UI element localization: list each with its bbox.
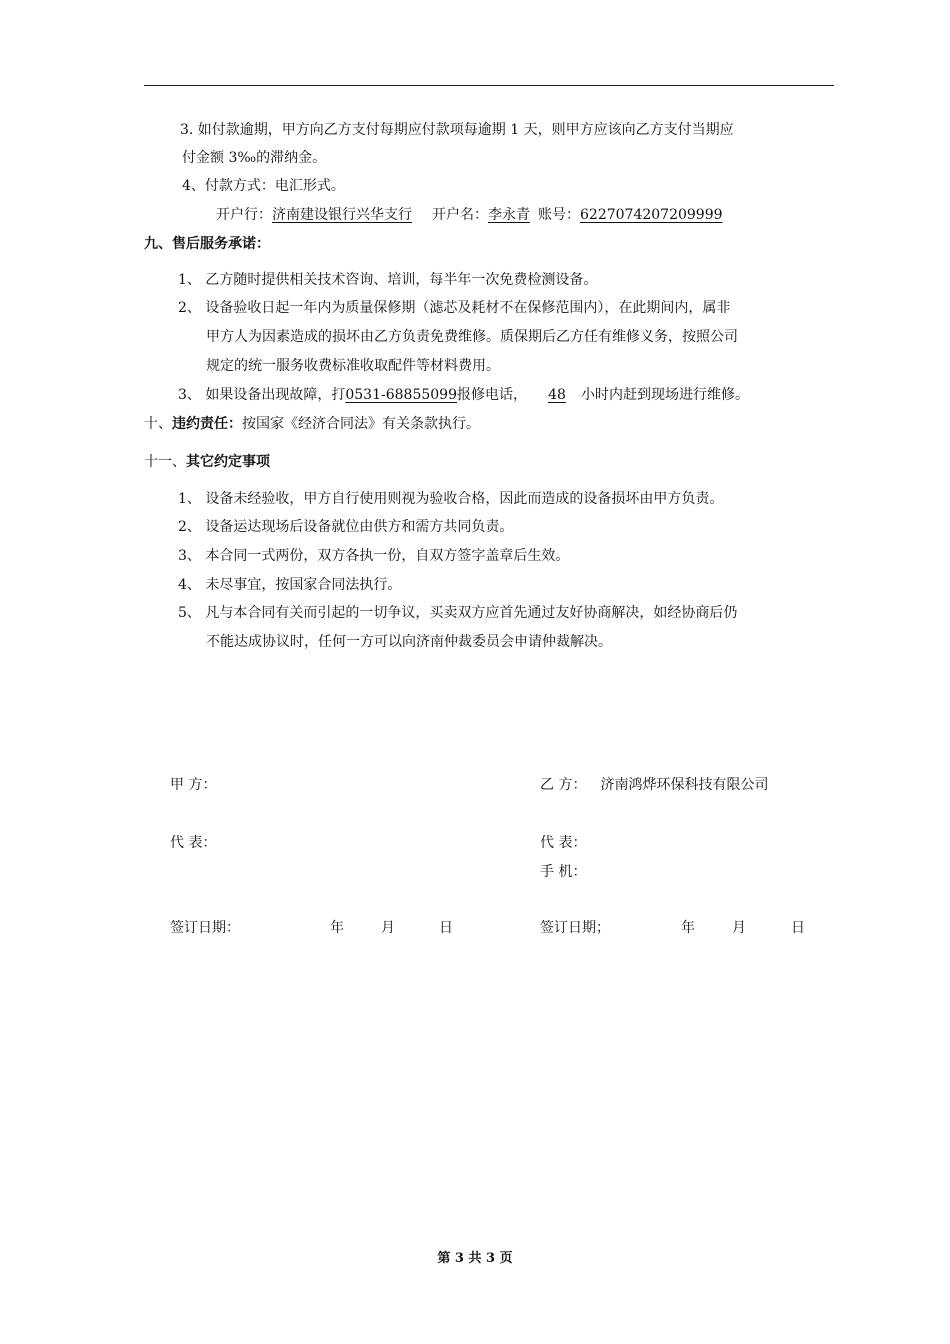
repair-phone: 0531-68855099 — [345, 387, 457, 403]
page-number: 第 3 共 3 页 — [437, 1251, 513, 1266]
section-10-text: 按国家《经济合同法》有关条款执行。 — [242, 416, 480, 432]
signing-date-b-label: 签订日期； — [540, 920, 610, 936]
bank-label: 开户行： — [216, 207, 272, 223]
party-b-label: 乙 方： — [540, 777, 587, 793]
signing-date-a-day: 日 — [439, 920, 453, 936]
section-11-item-1: 1、 设备未经验收，甲方自行使用则视为验收合格，因此而造成的设备损坏由甲方负责。 — [178, 491, 724, 507]
section-9-item-3 — [178, 385, 749, 405]
section-11-heading-line — [144, 452, 270, 472]
section-9-item-2-line-2: 甲方人为因素造成的损坏由乙方负责免费维修。质保期后乙方任有维修义务，按照公司 — [206, 329, 738, 345]
signing-date-a-month: 月 — [381, 920, 395, 936]
section-11-item-3: 3、 本合同一式两份，双方各执一份，自双方签字盖章后生效。 — [178, 548, 570, 564]
section-11-prefix: 十一、 — [144, 454, 186, 470]
section-11-item-5-line-2: 不能达成协议时，任何一方可以向济南仲裁委员会申请仲裁解决。 — [206, 634, 612, 650]
section-11-item-2: 2、 设备运达现场后设备就位由供方和需方共同负责。 — [178, 519, 514, 535]
signing-date-a-label: 签订日期： — [170, 920, 240, 936]
account-number-label: 账号： — [538, 207, 580, 223]
bank-info-line — [216, 205, 723, 225]
section-9-item-3-mid: 报修电话， — [456, 387, 527, 403]
header-rule — [144, 85, 834, 86]
representative-b-label: 代 表： — [540, 835, 587, 851]
signing-date-a-year: 年 — [330, 920, 344, 936]
section-9-item-3-prefix: 3、 如果设备出现故障，打 — [178, 387, 346, 403]
account-holder-label: 开户名： — [432, 207, 488, 223]
party-b-name: 济南鸿烨环保科技有限公司 — [600, 777, 769, 793]
bank-name: 济南建设银行兴华支行 — [272, 207, 412, 223]
payment-item-3-line-2: 付金额 3‰的滞纳金。 — [182, 150, 327, 166]
section-10 — [144, 414, 480, 434]
section-9-item-3-suffix: 小时内赶到现场进行维修。 — [580, 387, 749, 403]
section-9-item-2-line-1: 2、 设备验收日起一年内为质量保修期（滤芯及耗材不在保修范围内），在此期间内，属非 — [178, 300, 731, 316]
section-11-item-5-line-1: 5、 凡与本合同有关而引起的一切争议，买卖双方应首先通过友好协商解决，如经协商后仍 — [178, 605, 738, 621]
party-a-label: 甲 方： — [170, 777, 217, 793]
section-9-item-2-line-3: 规定的统一服务收费标准收取配件等材料费用。 — [206, 358, 500, 374]
account-number: 6227074207209999 — [580, 207, 723, 223]
section-11-heading: 其它约定事项 — [186, 454, 270, 470]
party-b-line — [540, 775, 768, 795]
section-10-heading: 违约责任： — [172, 416, 242, 432]
response-hours: 48 — [548, 387, 566, 403]
section-10-prefix: 十、 — [144, 416, 172, 432]
section-9-item-1: 1、 乙方随时提供相关技术咨询、培训，每半年一次免费检测设备。 — [178, 272, 598, 288]
representative-a-label: 代 表： — [170, 835, 217, 851]
account-holder-name: 李永青 — [488, 207, 530, 223]
section-11-item-4: 4、 未尽事宜，按国家合同法执行。 — [178, 577, 402, 593]
section-9-heading: 九、售后服务承诺： — [144, 236, 270, 252]
payment-item-3-line-1: 3. 如付款逾期，甲方向乙方支付每期应付款项每逾期 1 天，则甲方应该向乙方支付当期应 — [180, 122, 734, 138]
signing-date-b-month: 月 — [732, 920, 746, 936]
payment-item-4: 4、付款方式：电汇形式。 — [182, 178, 345, 194]
mobile-label: 手 机： — [540, 864, 587, 880]
signing-date-b-year: 年 — [681, 920, 695, 936]
signing-date-b-day: 日 — [791, 920, 805, 936]
